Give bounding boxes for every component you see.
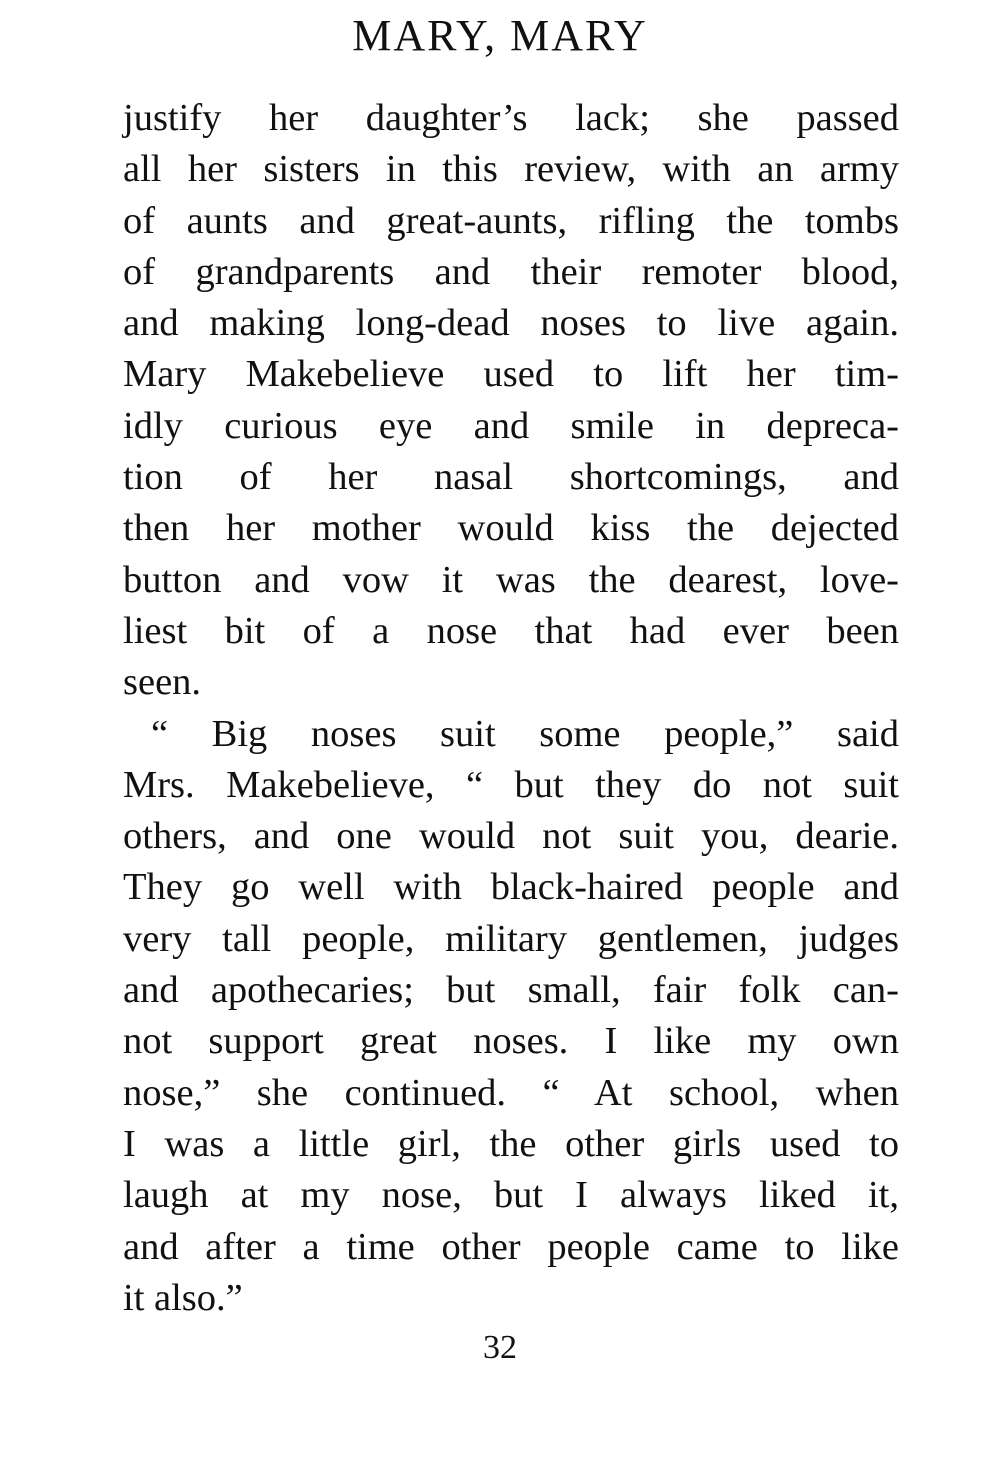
text-line: and making long-dead noses to live again. [123, 302, 899, 345]
text-line: Mrs. Makebelieve, “ but they do not suit [123, 763, 899, 806]
text-line: and after a time other people came to like [123, 1225, 899, 1268]
text-line: nose,” she continued. “ At school, when [123, 1071, 899, 1114]
text-line: laugh at my nose, but I always liked it, [123, 1174, 899, 1217]
running-head: MARY, MARY [352, 11, 648, 60]
text-line: very tall people, military gentlemen, judges [123, 917, 899, 960]
text-line: and apothecaries; but small, fair folk can- [123, 969, 899, 1012]
text-line: liest bit of a nose that had ever been [123, 609, 899, 652]
text-line: of aunts and great-aunts, rifling the tombs [123, 199, 899, 242]
text-line: others, and one would not suit you, dearie. [123, 815, 899, 858]
page-number: 32 [483, 1329, 517, 1366]
text-line: seen. [123, 661, 202, 704]
text-line: it also.” [123, 1276, 243, 1319]
text-line: justify her daughter’s lack; she passed [123, 97, 899, 139]
text-line: I was a little girl, the other girls used to [123, 1122, 899, 1165]
text-line: button and vow it was the dearest, love- [123, 558, 899, 601]
text-line: “ Big noses suit some people,” said [151, 712, 899, 755]
text-line: Mary Makebelieve used to lift her tim- [123, 353, 899, 396]
text-line: not support great noses. I like my own [123, 1020, 899, 1063]
body-text [123, 93, 899, 1324]
text-line: idly curious eye and smile in depreca- [123, 404, 899, 447]
text-line: all her sisters in this review, with an army [123, 148, 899, 191]
text-line: tion of her nasal shortcomings, and [123, 456, 899, 499]
text-line: of grandparents and their remoter blood, [123, 250, 899, 293]
text-line: then her mother would kiss the dejected [123, 507, 899, 550]
text-line: They go well with black-haired people and [123, 866, 899, 909]
